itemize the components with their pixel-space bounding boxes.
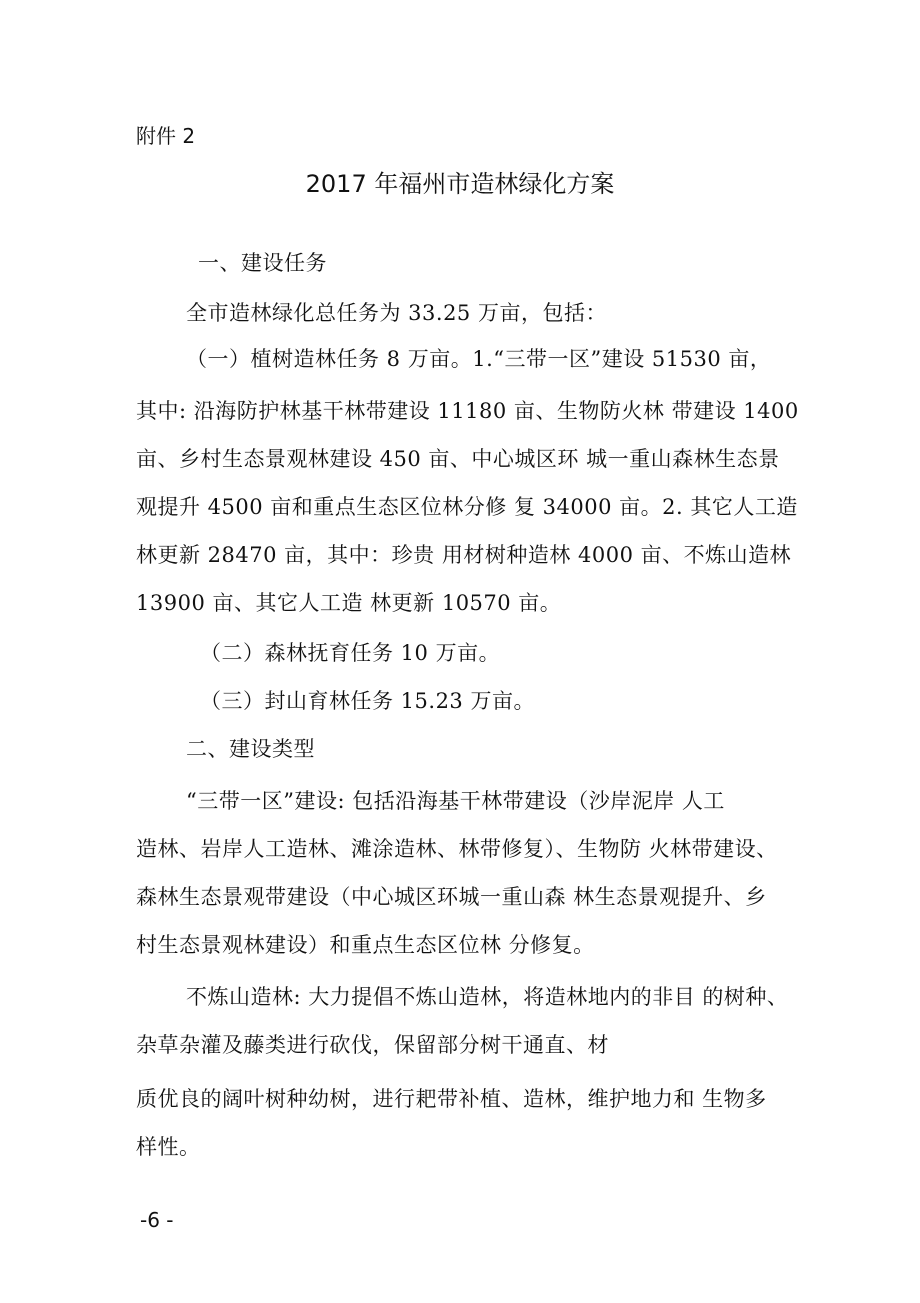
body-line: 林更新 28470 亩，其中：珍贵 用材树种造林 4000 亩、不炼山造林 (136, 543, 792, 567)
body-line: 观提升 4500 亩和重点生态区位林分修 复 34000 亩。2. 其它人工造 (136, 495, 798, 519)
body-line: 不炼山造林: 大力提倡不炼山造林，将造林地内的非目 的树种、 (186, 985, 789, 1009)
body-line: 村生态景观林建设）和重点生态区位林 分修复。 (136, 933, 595, 957)
document-title: 2017 年福州市造林绿化方案 (305, 170, 615, 198)
body-line: （一）植树造林任务 8 万亩。1.“三带一区”建设 51530 亩， (186, 347, 772, 371)
body-line: 全市造林绿化总任务为 33.25 万亩，包括： (186, 301, 607, 325)
section-heading-1: 一、建设任务 (198, 251, 327, 275)
body-line: （二）森林抚育任务 10 万亩。 (200, 641, 501, 665)
body-line: 13900 亩、其它人工造 林更新 10570 亩。 (136, 591, 562, 615)
page-number: -6 - (140, 1208, 174, 1232)
body-line: 样性。 (136, 1135, 201, 1159)
body-line: 其中: 沿海防护林基干林带建设 11180 亩、生物防火林 带建设 1400 (136, 399, 799, 423)
body-line: 亩、乡村生态景观林建设 450 亩、中心城区环 城一重山森林生态景 (136, 447, 780, 471)
body-line: 质优良的阔叶树种幼树，进行耙带补植、造林，维护地力和 生物多 (136, 1087, 767, 1111)
body-line: 森林生态景观带建设（中心城区环城一重山森 林生态景观提升、乡 (136, 885, 767, 909)
body-line: （三）封山育林任务 15.23 万亩。 (200, 689, 535, 713)
section-heading-2: 二、建设类型 (186, 737, 315, 761)
attachment-label: 附件 2 (136, 124, 196, 148)
body-line: “三带一区”建设: 包括沿海基干林带建设（沙岸泥岸 人工 (186, 789, 725, 813)
body-line: 杂草杂灌及藤类进行砍伐，保留部分树干通直、材 (136, 1033, 609, 1057)
body-line: 造林、岩岸人工造林、滩涂造林、林带修复）、生物防 火林带建设、 (136, 837, 778, 861)
